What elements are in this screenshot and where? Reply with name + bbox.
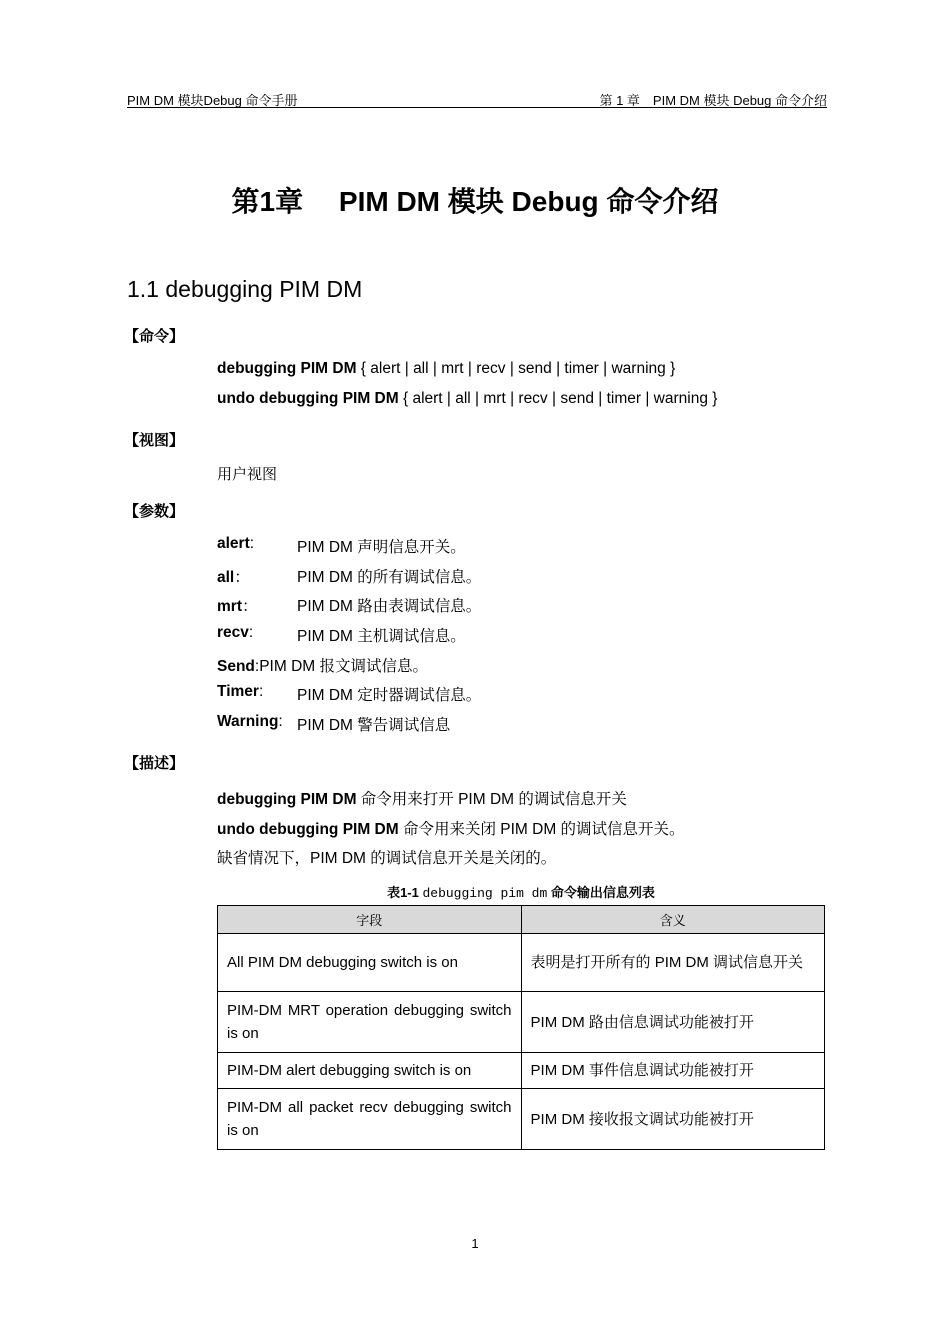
table-cell-meaning: PIM DM 事件信息调试功能被打开: [521, 1053, 824, 1089]
param-row: [217, 683, 482, 704]
param-desc: PIM DM 警告调试信息: [297, 717, 451, 734]
param-name: mrt: [217, 598, 242, 615]
param-sep: :: [254, 658, 260, 675]
table-cell-meaning: PIM DM 接收报文调试功能被打开: [521, 1089, 824, 1150]
param-row: [217, 654, 428, 676]
view-text: 用户视图: [217, 465, 278, 483]
param-row: [217, 713, 451, 734]
section-title: 1.1 debugging PIM DM: [127, 276, 363, 302]
param-sep: ：: [241, 598, 258, 615]
param-desc: PIM DM 的所有调试信息。: [297, 569, 482, 586]
table-cell-field: PIM-DM all packet recv debugging switch is on: [218, 1089, 522, 1150]
header-chapter: 第 1 章 PIM DM 模块 Debug 命令介绍: [599, 93, 827, 108]
param-name: Timer: [217, 683, 259, 700]
header-doc-title: PIM DM 模块Debug 命令手册: [127, 93, 298, 108]
description-line-3: [217, 846, 556, 868]
param-desc: PIM DM 定时器调试信息。: [297, 687, 482, 704]
description-keyword: debugging PIM DM: [217, 791, 357, 808]
caption-command: debugging pim dm: [422, 886, 548, 901]
table-row: [218, 1089, 825, 1150]
table-row: [218, 934, 825, 992]
table-row: [218, 992, 825, 1053]
param-row: [217, 594, 482, 616]
description-text: 命令用来关闭 PIM DM 的调试信息开关。: [398, 821, 685, 838]
description-label: 【描述】: [124, 755, 185, 772]
param-desc: PIM DM 报文调试信息。: [259, 658, 428, 675]
table-cell-meaning: PIM DM 路由信息调试功能被打开: [521, 992, 824, 1053]
param-sep: :: [248, 624, 254, 641]
param-name: recv: [217, 624, 249, 641]
table-row: [218, 1053, 825, 1089]
chapter-title: 第1章 PIM DM 模块 Debug 命令介绍: [231, 186, 719, 217]
param-name: all: [217, 569, 235, 586]
table-cell-field: PIM-DM alert debugging switch is on: [218, 1053, 522, 1089]
description-text: 缺省情况下，PIM DM 的调试信息开关是关闭的。: [217, 850, 557, 867]
description-line-2: [217, 817, 685, 839]
param-row: [217, 535, 466, 556]
command-line-2: [217, 390, 717, 408]
table-cell-field: All PIM DM debugging switch is on: [218, 934, 522, 992]
table-header-row: [218, 906, 825, 934]
param-desc: PIM DM 路由表调试信息。: [297, 598, 482, 615]
view-label: 【视图】: [124, 432, 185, 449]
param-name: Send: [217, 658, 255, 675]
command-label: 【命令】: [124, 328, 185, 345]
page-header: [127, 89, 827, 108]
table-cell-field: PIM-DM MRT operation debugging switch is on: [218, 992, 522, 1053]
param-row: [217, 624, 466, 645]
param-name: Warning: [217, 713, 279, 730]
param-sep: :: [249, 535, 255, 552]
table-header-field: 字段: [218, 906, 522, 934]
caption-suffix: 命令输出信息列表: [547, 885, 655, 900]
command-keyword: undo debugging PIM DM: [217, 390, 399, 407]
param-name: alert: [217, 535, 250, 552]
description-text: 命令用来打开 PIM DM 的调试信息开关: [356, 791, 627, 808]
params-label: 【参数】: [124, 503, 185, 520]
param-sep: :: [278, 713, 283, 730]
param-sep: :: [258, 683, 264, 700]
command-args: { alert | all | mrt | recv | send | timer | warning }: [356, 360, 676, 377]
table-header-meaning: 含义: [521, 906, 824, 934]
param-desc: PIM DM 主机调试信息。: [297, 628, 466, 645]
page-number: 1: [471, 1236, 479, 1251]
command-keyword: debugging PIM DM: [217, 360, 357, 377]
command-args: { alert | all | mrt | recv | send | timer | warning }: [398, 390, 718, 407]
param-row: [217, 565, 482, 587]
param-desc: PIM DM 声明信息开关。: [297, 539, 466, 556]
param-sep: ：: [234, 569, 250, 586]
description-keyword: undo debugging PIM DM: [217, 821, 399, 838]
description-line-1: [217, 787, 627, 809]
table-cell-meaning: 表明是打开所有的 PIM DM 调试信息开关: [521, 934, 824, 992]
output-info-table: [217, 905, 825, 1150]
table-caption: [217, 882, 825, 901]
caption-prefix: 表1-1: [387, 885, 423, 900]
command-line-1: [217, 360, 675, 378]
